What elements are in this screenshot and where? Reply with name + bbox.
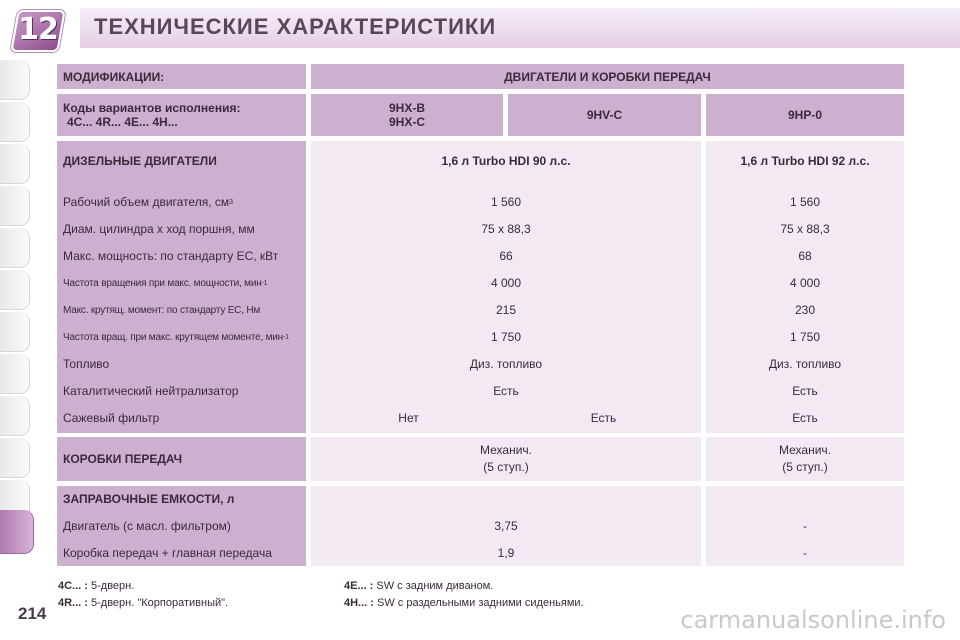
engines-gearboxes-title: ДВИГАТЕЛИ И КОРОБКИ ПЕРЕДАЧ (311, 64, 904, 89)
page-title: ТЕХНИЧЕСКИЕ ХАРАКТЕРИСТИКИ (94, 14, 497, 39)
spec-value-a: 215 (495, 303, 517, 317)
spec-label-sup: -1 (283, 333, 289, 341)
page-number: 214 (18, 604, 47, 623)
footnote-4c (58, 580, 134, 592)
spec-label-power-rpm (63, 272, 306, 294)
gearbox-b-line2: (5 ступ.) (782, 460, 828, 474)
gearbox-value-a (311, 437, 701, 481)
code-col-1 (311, 94, 503, 136)
side-tab[interactable] (0, 396, 30, 436)
gearbox-b-line1: Механич. (779, 443, 831, 457)
variant-codes-line2: 4C... 4R... 4E... 4H... (67, 115, 178, 129)
footnote-4h (344, 597, 584, 609)
spec-label-bore-stroke: Диам. цилиндра х ход поршня, мм (63, 222, 255, 236)
spec-value-b: Диз. топливо (768, 357, 842, 371)
footnote-code: 4C... : (58, 580, 88, 592)
spec-value-b: 4 000 (789, 276, 821, 290)
side-tabs (0, 60, 36, 560)
side-tab[interactable] (0, 438, 30, 478)
gearbox-label: КОРОБКИ ПЕРЕДАЧ (57, 437, 306, 481)
chapter-number: 12 (18, 12, 58, 47)
spec-label-fuel: Топливо (63, 357, 110, 371)
spec-value-a: 75 x 88,3 (481, 222, 531, 236)
capacity-label-gearbox: Коробка передач + главная передача (63, 546, 272, 560)
spec-value-a: 1 750 (490, 330, 522, 344)
gearbox-a-line2: (5 ступ.) (483, 460, 529, 474)
side-tab[interactable] (0, 228, 30, 268)
filter-value-a1: Нет (398, 411, 419, 425)
spec-label-catalyst: Каталитический нейтрализатор (63, 384, 239, 398)
spec-label-sup: 3 (229, 198, 234, 206)
spec-value-b: 68 (798, 249, 812, 263)
spec-value-a: 4 000 (490, 276, 522, 290)
spec-value-b: Есть (792, 384, 818, 398)
footnote-4e (344, 580, 493, 592)
spec-label-max-torque: Макс. крутящ. момент: по стандарту ЕС, Нм (63, 304, 261, 316)
spec-value-b: 230 (794, 303, 816, 317)
side-tab[interactable] (0, 144, 30, 184)
code-9hp0: 9HP-0 (706, 94, 904, 136)
diesel-engines-label: ДИЗЕЛЬНЫЕ ДВИГАТЕЛИ (63, 154, 217, 168)
footnote-text: 5-дверн. (91, 580, 135, 592)
footnote-code: 4H... : (344, 597, 374, 609)
side-tab[interactable] (0, 354, 30, 394)
capacities-label: ЗАПРАВОЧНЫЕ ЕМКОСТИ, л (63, 492, 235, 506)
side-tab[interactable] (0, 270, 30, 310)
spec-label-text: Частота вращ. при макс. крутящем моменте, мин (63, 331, 283, 343)
spec-value-a: Есть (493, 384, 519, 398)
footnote-text: SW с раздельными задними сиденьями. (377, 597, 584, 609)
side-tab[interactable] (0, 60, 30, 100)
footnote-4r (58, 597, 228, 609)
footnote-text: 5-дверн. "Корпоративный". (91, 597, 229, 609)
filter-value-b: Есть (792, 411, 818, 425)
footnote-code: 4R... : (58, 597, 88, 609)
side-tab[interactable] (0, 102, 30, 142)
spec-value-b: 1 750 (789, 330, 821, 344)
spec-value-b: 1 560 (789, 195, 821, 209)
capacity-value-b: - (803, 519, 807, 533)
gearbox-value-b (706, 437, 904, 481)
gearbox-a-line1: Механич. (480, 443, 532, 457)
capacity-value-a: 3,75 (494, 519, 518, 533)
capacity-label-engine: Двигатель (с масл. фильтром) (63, 519, 231, 533)
filter-value-a2: Есть (590, 411, 617, 425)
modifications-label: МОДИФИКАЦИИ: (57, 64, 306, 89)
spec-label-sup: -1 (261, 279, 268, 287)
code-9hxc: 9HX-C (388, 115, 425, 129)
spec-value-a: 1 560 (490, 195, 522, 209)
spec-label-text: Рабочий объем двигателя, см (63, 195, 230, 209)
footnote-code: 4E... : (344, 580, 374, 592)
side-tab[interactable] (0, 312, 30, 352)
footnote-text: SW с задним диваном. (376, 580, 494, 592)
spec-label-max-power: Макс. мощность: по стандарту ЕС, кВт (63, 249, 279, 263)
engine-b-title: 1,6 л Turbo HDI 92 л.с. (740, 154, 870, 168)
capacity-value-b: - (803, 546, 807, 560)
capacity-value-a: 1,9 (497, 546, 515, 560)
code-9hvc: 9HV-C (508, 94, 701, 136)
variant-codes-label (57, 94, 306, 136)
side-tab[interactable] (0, 186, 30, 226)
variant-codes-line1: Коды вариантов исполнения: (63, 101, 241, 115)
code-9hxb: 9HX-B (388, 101, 425, 115)
side-tab-active[interactable] (0, 510, 34, 554)
spec-label-particle-filter: Сажевый фильтр (63, 411, 160, 425)
page-header (0, 0, 960, 56)
spec-value-b: 75 x 88,3 (780, 222, 830, 236)
spec-label-text: Частота вращения при макс. мощности, мин (63, 277, 262, 289)
watermark: carmanualsonline.info (680, 606, 946, 634)
spec-value-a: Диз. топливо (469, 357, 543, 371)
spec-value-a: 66 (499, 249, 513, 263)
spec-label-torque-rpm (63, 326, 306, 348)
spec-label-displacement (63, 191, 306, 213)
engine-a-title: 1,6 л Turbo HDI 90 л.с. (441, 154, 571, 168)
